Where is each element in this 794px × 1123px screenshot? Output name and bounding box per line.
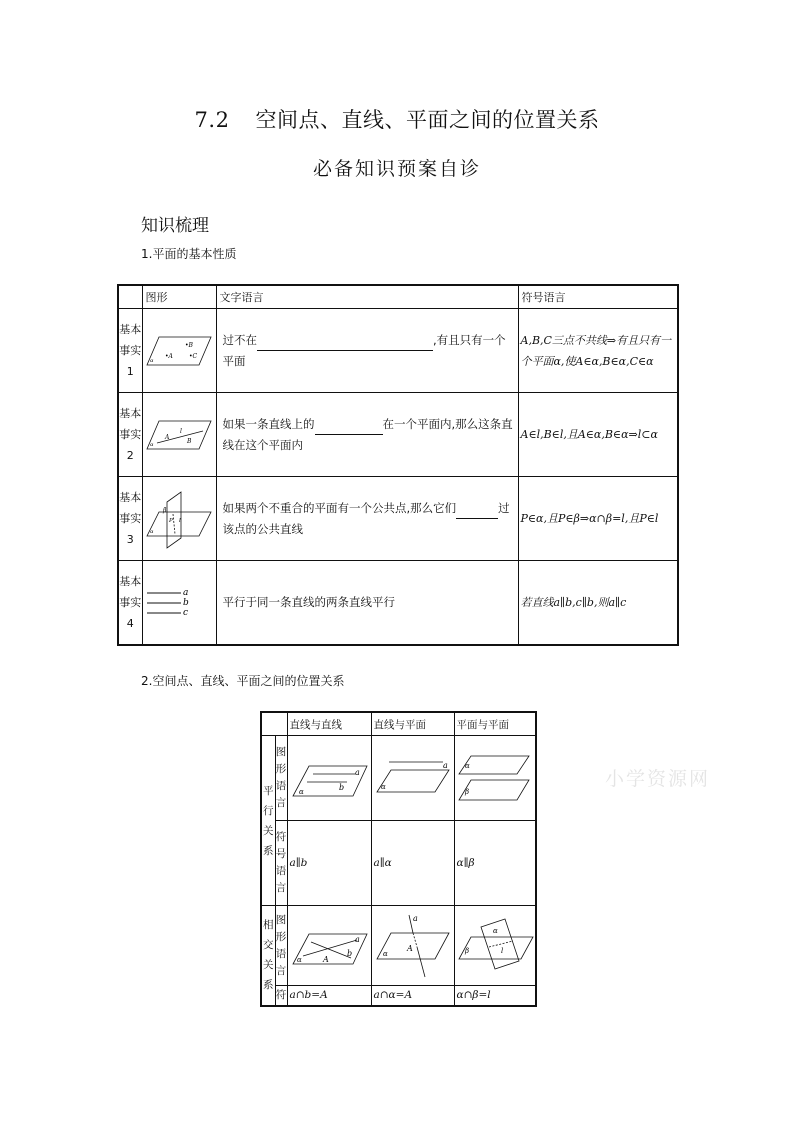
intersect-plane-plane-figure — [454, 906, 536, 986]
parallel-lines-figure — [145, 583, 213, 623]
two-planes-figure — [145, 488, 213, 550]
intersect-symbol-line-plane: a∩α=A — [371, 986, 454, 1006]
header-symbol-language: 符号语言 — [518, 285, 678, 309]
svg-text:α: α — [297, 955, 302, 964]
section-heading: 知识梳理 — [141, 216, 209, 236]
chapter-number: 7.2 — [194, 108, 230, 132]
table-row — [261, 821, 536, 906]
intersect-symbol-line-line: a∩b=A — [287, 986, 371, 1006]
subsection-heading-2: 2.空间点、直线、平面之间的位置关系 — [141, 674, 345, 688]
svg-text:a: a — [442, 761, 448, 770]
header-blank — [118, 285, 142, 309]
axiom-label: 基本事实3 — [118, 477, 142, 561]
axiom-symbol: 若直线a∥b,c∥b,则a∥c — [518, 561, 678, 646]
svg-text:α: α — [150, 357, 154, 364]
svg-text:l: l — [500, 946, 503, 955]
axiom-description: 如果两个不重合的平面有一个公共点,那么它们 过该点的公共直线 — [216, 477, 518, 561]
svg-text:B: B — [187, 437, 192, 445]
svg-text:β: β — [464, 788, 469, 796]
group-intersect: 相交关系 — [261, 906, 275, 1006]
table-row — [261, 906, 536, 986]
intersect-line-plane-figure — [371, 906, 454, 986]
axiom-label: 基本事实2 — [118, 393, 142, 477]
svg-text:l: l — [179, 517, 181, 524]
intersect-symbol-plane-plane: α∩β=l — [454, 986, 536, 1006]
svg-text:P: P — [169, 517, 173, 524]
axiom-figure — [142, 393, 216, 477]
axiom-symbol: A∈l,B∈l,且A∈α,B∈α⇒l⊂α — [518, 393, 678, 477]
svg-text:β: β — [464, 946, 469, 955]
svg-text:A: A — [165, 433, 170, 441]
table-row — [118, 561, 678, 646]
page-title — [0, 104, 794, 134]
sub-graph-language: 图形语言 — [275, 906, 287, 986]
svg-text:l: l — [180, 427, 182, 435]
axioms-table — [117, 284, 679, 646]
axiom-figure — [142, 477, 216, 561]
header-line-plane: 直线与平面 — [371, 712, 454, 736]
svg-text:α: α — [492, 926, 498, 935]
axiom-symbol: A,B,C三点不共线⇒有且只有一个平面α,使A∈α,B∈α,C∈α — [518, 309, 678, 393]
svg-text:c: c — [183, 607, 189, 618]
svg-text:b: b — [183, 597, 189, 608]
svg-text:α: α — [382, 949, 388, 958]
parallel-symbol-line-line: a∥b — [287, 821, 371, 906]
fill-blank — [257, 338, 433, 351]
table-row — [261, 736, 536, 821]
svg-text:•A: •A — [165, 352, 173, 360]
parallel-line-line-figure — [287, 736, 371, 821]
subsection-heading-1: 1.平面的基本性质 — [141, 247, 237, 261]
table-row — [118, 477, 678, 561]
intersect-line-line-figure — [287, 906, 371, 986]
svg-text:a: a — [355, 768, 360, 777]
page-subtitle: 必备知识预案自诊 — [312, 158, 481, 180]
axiom-figure — [142, 561, 216, 646]
header-plane-plane: 平面与平面 — [454, 712, 536, 736]
fill-blank — [315, 422, 383, 435]
watermark: 小学资源网 — [605, 768, 711, 790]
axiom-symbol: P∈α,且P∈β⇒α∩β=l,且P∈l — [518, 477, 678, 561]
table-header-row — [261, 712, 536, 736]
axiom-label: 基本事实4 — [118, 561, 142, 646]
parallel-line-plane-figure — [371, 736, 454, 821]
table-header-row — [118, 285, 678, 309]
sub-graph-language: 图形语言 — [275, 736, 287, 821]
plane-line-figure — [145, 415, 213, 455]
svg-text:b: b — [347, 948, 353, 958]
header-text-language: 文字语言 — [216, 285, 518, 309]
axiom-description: 过不在 ,有且只有一个平面 — [216, 309, 518, 393]
table-row — [118, 309, 678, 393]
svg-text:A: A — [406, 943, 413, 953]
svg-text:•C: •C — [189, 352, 198, 360]
axiom-label: 基本事实1 — [118, 309, 142, 393]
plane-three-points-figure — [145, 331, 213, 371]
header-blank — [261, 712, 287, 736]
header-line-line: 直线与直线 — [287, 712, 371, 736]
svg-text:A: A — [323, 954, 329, 964]
table-row — [118, 393, 678, 477]
table-row — [261, 986, 536, 1006]
svg-text:β: β — [163, 506, 167, 514]
svg-text:α: α — [380, 783, 386, 791]
axiom-description: 如果一条直线上的 在一个平面内,那么这条直线在这个平面内 — [216, 393, 518, 477]
fill-blank — [456, 506, 498, 519]
chapter-title: 空间点、直线、平面之间的位置关系 — [255, 108, 600, 132]
svg-text:a: a — [412, 913, 418, 923]
axiom-figure — [142, 309, 216, 393]
svg-text:α: α — [150, 528, 154, 535]
svg-text:•B: •B — [185, 341, 193, 349]
svg-text:a: a — [355, 934, 360, 944]
group-parallel: 平行关系 — [261, 736, 275, 906]
parallel-plane-plane-figure — [454, 736, 536, 821]
parallel-symbol-line-plane: a∥α — [371, 821, 454, 906]
svg-text:α: α — [299, 788, 304, 796]
parallel-symbol-plane-plane: α∥β — [454, 821, 536, 906]
svg-text:b: b — [339, 783, 345, 792]
sub-symbol-language: 符 — [275, 986, 287, 1006]
axiom-description: 平行于同一条直线的两条直线平行 — [216, 561, 518, 646]
svg-text:α: α — [150, 441, 154, 448]
header-figure: 图形 — [142, 285, 216, 309]
relations-table — [260, 711, 537, 1007]
sub-symbol-language: 符号语言 — [275, 821, 287, 906]
svg-text:a: a — [183, 587, 189, 598]
svg-text:α: α — [464, 762, 470, 770]
